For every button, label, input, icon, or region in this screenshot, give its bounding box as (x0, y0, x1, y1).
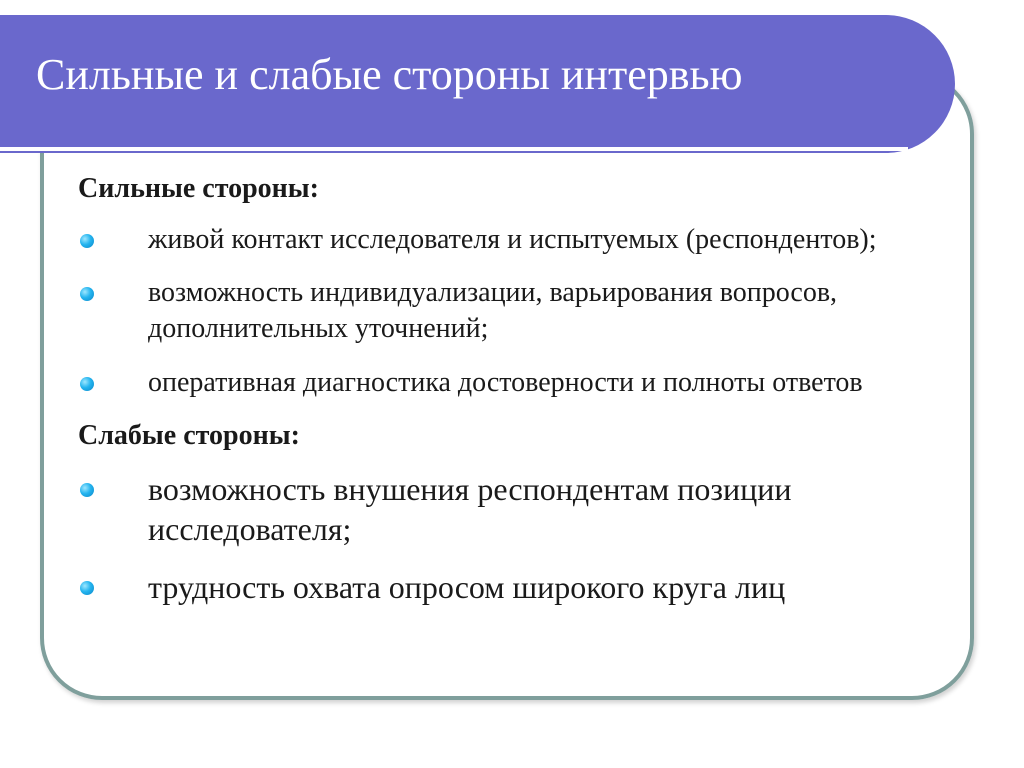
list-item-text: живой контакт исследователя и испытуемых (респондентов); (148, 223, 877, 255)
strengths-list (78, 222, 958, 401)
weaknesses-heading: Слабые стороны: (78, 419, 300, 451)
bullet-icon (80, 377, 94, 391)
bullet-icon (80, 234, 94, 248)
bullet-icon (80, 287, 94, 301)
list-item-text: возможность индивидуализации, варьирования вопросов, дополнительных уточнений; (148, 277, 838, 345)
slide-title: Сильные и слабые стороны интервью (36, 50, 743, 99)
list-item-text: оперативная диагностика достоверности и полноты ответов (148, 367, 863, 399)
list-item (78, 222, 958, 258)
list-item (78, 365, 958, 401)
list-item (78, 567, 958, 607)
slide-content (78, 168, 958, 625)
title-underline (0, 147, 908, 151)
weaknesses-list (78, 469, 958, 607)
bullet-icon (80, 581, 94, 595)
bullet-icon (80, 483, 94, 497)
list-item (78, 275, 958, 347)
list-item-text: возможность внушения респондентам позиции исследователя; (148, 470, 792, 547)
list-item-text: трудность охвата опросом широкого круга лиц (148, 568, 786, 605)
list-item (78, 469, 958, 549)
strengths-heading: Сильные стороны: (78, 173, 319, 204)
